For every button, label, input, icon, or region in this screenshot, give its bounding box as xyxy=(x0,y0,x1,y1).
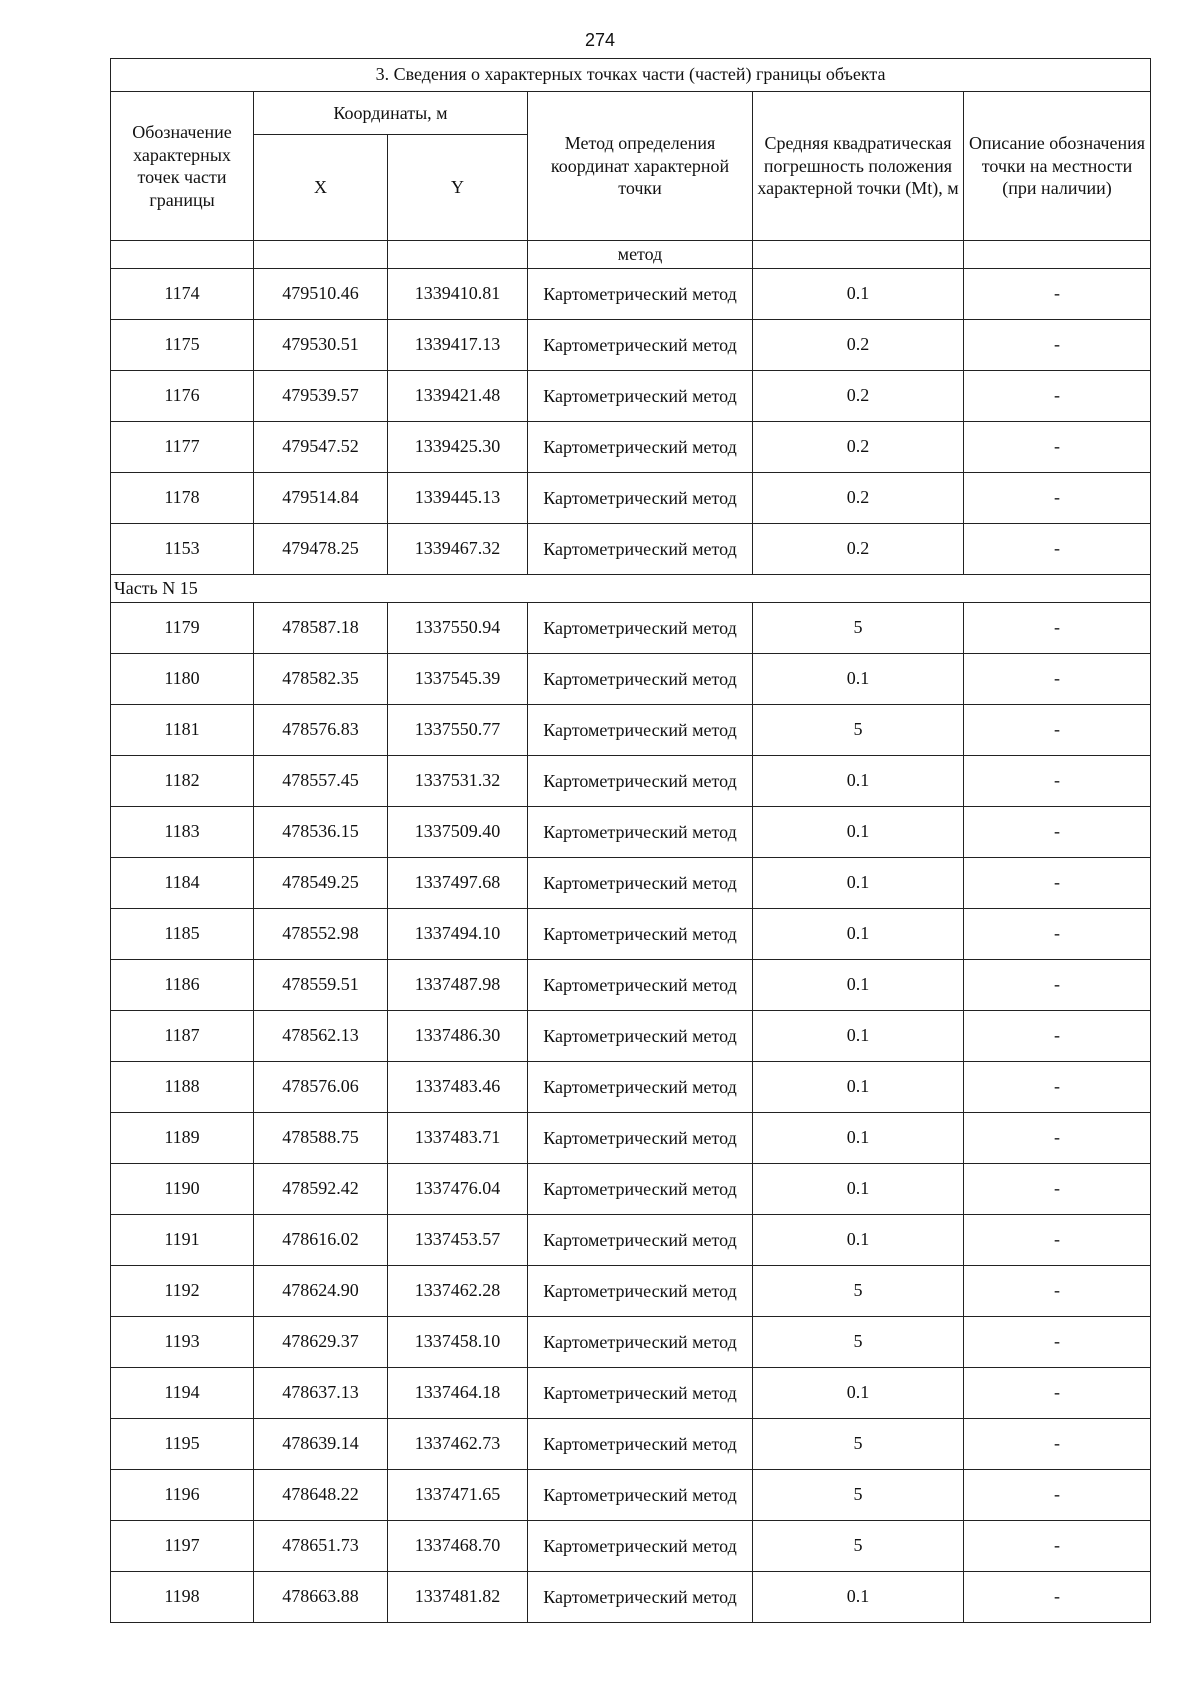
cell-point: 1174 xyxy=(111,269,254,320)
table-row xyxy=(111,1470,1151,1521)
cell-error: 5 xyxy=(753,1470,964,1521)
cell-method: Картометрический метод xyxy=(528,422,753,473)
cell-x: 478637.13 xyxy=(254,1368,388,1419)
cell-description: - xyxy=(964,1266,1151,1317)
cell-point: 1194 xyxy=(111,1368,254,1419)
cell-y: 1337483.71 xyxy=(388,1113,528,1164)
cell-description: - xyxy=(964,1011,1151,1062)
cell-method: Картометрический метод xyxy=(528,320,753,371)
cell-x: 478582.35 xyxy=(254,654,388,705)
cell-point: 1188 xyxy=(111,1062,254,1113)
cell-point: 1184 xyxy=(111,858,254,909)
cell-error: 5 xyxy=(753,705,964,756)
table-row xyxy=(111,1521,1151,1572)
cell-point: 1186 xyxy=(111,960,254,1011)
table-row xyxy=(111,807,1151,858)
cell-point: 1182 xyxy=(111,756,254,807)
table-row xyxy=(111,1419,1151,1470)
cell-y: 1337497.68 xyxy=(388,858,528,909)
cell-x: 478592.42 xyxy=(254,1164,388,1215)
cell-y xyxy=(388,241,528,269)
cell-x: 478552.98 xyxy=(254,909,388,960)
table-row xyxy=(111,422,1151,473)
cell-y: 1337481.82 xyxy=(388,1572,528,1623)
cell-y: 1337483.46 xyxy=(388,1062,528,1113)
cell-description: - xyxy=(964,473,1151,524)
cell-x: 478651.73 xyxy=(254,1521,388,1572)
header-mean-error: Средняя квадратическая погрешность положения характерной точки (Mt), м xyxy=(753,92,964,241)
table-row xyxy=(111,756,1151,807)
cell-error: 0.2 xyxy=(753,524,964,575)
cell-description: - xyxy=(964,654,1151,705)
cell-method: Картометрический метод xyxy=(528,858,753,909)
cell-x: 478588.75 xyxy=(254,1113,388,1164)
cell-method: Картометрический метод xyxy=(528,1317,753,1368)
cell-point: 1153 xyxy=(111,524,254,575)
cell-method: Картометрический метод xyxy=(528,603,753,654)
cell-description: - xyxy=(964,603,1151,654)
cell-y: 1337458.10 xyxy=(388,1317,528,1368)
cell-x: 478557.45 xyxy=(254,756,388,807)
cell-description: - xyxy=(964,909,1151,960)
cell-point: 1181 xyxy=(111,705,254,756)
cell-error: 0.1 xyxy=(753,1062,964,1113)
table-row xyxy=(111,1062,1151,1113)
cell-description: - xyxy=(964,524,1151,575)
cell-method: Картометрический метод xyxy=(528,1062,753,1113)
cell-x: 479514.84 xyxy=(254,473,388,524)
table-row xyxy=(111,1572,1151,1623)
cell-method: Картометрический метод xyxy=(528,1266,753,1317)
cell-description: - xyxy=(964,269,1151,320)
cell-description: - xyxy=(964,858,1151,909)
cell-description: - xyxy=(964,320,1151,371)
cell-point: 1198 xyxy=(111,1572,254,1623)
cell-x: 478562.13 xyxy=(254,1011,388,1062)
header-description: Описание обозначения точки на местности (при наличии) xyxy=(964,92,1151,241)
cell-point: 1183 xyxy=(111,807,254,858)
cell-method: метод xyxy=(528,241,753,269)
cell-error: 0.1 xyxy=(753,909,964,960)
continuation-row xyxy=(111,241,1151,269)
table-row xyxy=(111,473,1151,524)
cell-method: Картометрический метод xyxy=(528,807,753,858)
cell-description: - xyxy=(964,1215,1151,1266)
cell-method: Картометрический метод xyxy=(528,1164,753,1215)
cell-point: 1187 xyxy=(111,1011,254,1062)
table-row xyxy=(111,1368,1151,1419)
table-row xyxy=(111,654,1151,705)
cell-description: - xyxy=(964,1572,1151,1623)
cell-method: Картометрический метод xyxy=(528,1521,753,1572)
cell-error: 5 xyxy=(753,1266,964,1317)
cell-y: 1339417.13 xyxy=(388,320,528,371)
cell-error: 5 xyxy=(753,1419,964,1470)
cell-method: Картометрический метод xyxy=(528,705,753,756)
table-row xyxy=(111,1164,1151,1215)
cell-point: 1180 xyxy=(111,654,254,705)
cell-x: 478629.37 xyxy=(254,1317,388,1368)
cell-method: Картометрический метод xyxy=(528,1011,753,1062)
cell-y: 1339445.13 xyxy=(388,473,528,524)
table-row xyxy=(111,1266,1151,1317)
table-title: 3. Сведения о характерных точках части (частей) границы объекта xyxy=(111,59,1151,92)
cell-method: Картометрический метод xyxy=(528,1572,753,1623)
header-point-designation: Обозначение характерных точек части границы xyxy=(111,92,254,241)
cell-y: 1339410.81 xyxy=(388,269,528,320)
cell-y: 1339467.32 xyxy=(388,524,528,575)
cell-description: - xyxy=(964,1317,1151,1368)
cell-y: 1337545.39 xyxy=(388,654,528,705)
cell-error: 0.1 xyxy=(753,269,964,320)
cell-point: 1175 xyxy=(111,320,254,371)
header-x: X xyxy=(254,135,388,241)
cell-description: - xyxy=(964,960,1151,1011)
cell-method: Картометрический метод xyxy=(528,960,753,1011)
cell-method: Картометрический метод xyxy=(528,473,753,524)
cell-description: - xyxy=(964,807,1151,858)
cell-x: 479539.57 xyxy=(254,371,388,422)
cell-error: 0.2 xyxy=(753,371,964,422)
table-row xyxy=(111,371,1151,422)
cell-point: 1191 xyxy=(111,1215,254,1266)
cell-point: 1179 xyxy=(111,603,254,654)
cell-y: 1337462.28 xyxy=(388,1266,528,1317)
cell-error: 0.1 xyxy=(753,1215,964,1266)
cell-error: 0.1 xyxy=(753,1164,964,1215)
cell-x xyxy=(254,241,388,269)
page-number: 274 xyxy=(584,30,616,50)
cell-description: - xyxy=(964,1164,1151,1215)
part-label: Часть N 15 xyxy=(111,575,1151,603)
cell-error: 5 xyxy=(753,603,964,654)
cell-method: Картометрический метод xyxy=(528,1215,753,1266)
header-y: Y xyxy=(388,135,528,241)
cell-method: Картометрический метод xyxy=(528,909,753,960)
cell-x: 478639.14 xyxy=(254,1419,388,1470)
cell-error: 0.1 xyxy=(753,960,964,1011)
cell-x: 479547.52 xyxy=(254,422,388,473)
cell-description: - xyxy=(964,422,1151,473)
cell-description: - xyxy=(964,1113,1151,1164)
cell-point: 1177 xyxy=(111,422,254,473)
cell-method: Картометрический метод xyxy=(528,1470,753,1521)
cell-point xyxy=(111,241,254,269)
cell-x: 478536.15 xyxy=(254,807,388,858)
table-row xyxy=(111,603,1151,654)
table-body xyxy=(111,241,1151,1623)
table-row xyxy=(111,269,1151,320)
cell-y: 1337550.94 xyxy=(388,603,528,654)
header-coordinates: Координаты, м xyxy=(254,92,528,135)
cell-x: 478549.25 xyxy=(254,858,388,909)
cell-point: 1176 xyxy=(111,371,254,422)
cell-error: 0.1 xyxy=(753,858,964,909)
cell-description: - xyxy=(964,1521,1151,1572)
cell-description: - xyxy=(964,1062,1151,1113)
cell-point: 1185 xyxy=(111,909,254,960)
cell-description: - xyxy=(964,1470,1151,1521)
cell-error: 5 xyxy=(753,1317,964,1368)
cell-method: Картометрический метод xyxy=(528,371,753,422)
cell-y: 1337462.73 xyxy=(388,1419,528,1470)
cell-point: 1195 xyxy=(111,1419,254,1470)
cell-y: 1337476.04 xyxy=(388,1164,528,1215)
cell-y: 1337486.30 xyxy=(388,1011,528,1062)
table-row xyxy=(111,909,1151,960)
cell-error: 0.1 xyxy=(753,1572,964,1623)
cell-point: 1196 xyxy=(111,1470,254,1521)
cell-x: 478576.06 xyxy=(254,1062,388,1113)
table-row xyxy=(111,1011,1151,1062)
cell-method: Картометрический метод xyxy=(528,756,753,807)
cell-y: 1337550.77 xyxy=(388,705,528,756)
cell-point: 1190 xyxy=(111,1164,254,1215)
cell-description: - xyxy=(964,756,1151,807)
cell-x: 478624.90 xyxy=(254,1266,388,1317)
cell-method: Картометрический метод xyxy=(528,269,753,320)
table-row xyxy=(111,1113,1151,1164)
cell-method: Картометрический метод xyxy=(528,524,753,575)
cell-error: 0.1 xyxy=(753,756,964,807)
cell-error: 0.2 xyxy=(753,422,964,473)
cell-y: 1337487.98 xyxy=(388,960,528,1011)
cell-point: 1197 xyxy=(111,1521,254,1572)
table-row xyxy=(111,705,1151,756)
header-method: Метод определения координат характерной точки xyxy=(528,92,753,241)
boundary-points-table xyxy=(110,58,1151,1623)
cell-y: 1337464.18 xyxy=(388,1368,528,1419)
table-row xyxy=(111,1215,1151,1266)
cell-x: 478648.22 xyxy=(254,1470,388,1521)
cell-description: - xyxy=(964,705,1151,756)
table-row xyxy=(111,524,1151,575)
cell-y: 1337531.32 xyxy=(388,756,528,807)
cell-point: 1193 xyxy=(111,1317,254,1368)
cell-error: 0.2 xyxy=(753,320,964,371)
cell-description: - xyxy=(964,1368,1151,1419)
cell-x: 479478.25 xyxy=(254,524,388,575)
cell-error: 0.1 xyxy=(753,1011,964,1062)
cell-method: Картометрический метод xyxy=(528,654,753,705)
cell-y: 1339425.30 xyxy=(388,422,528,473)
cell-description xyxy=(964,241,1151,269)
cell-y: 1337494.10 xyxy=(388,909,528,960)
cell-x: 478587.18 xyxy=(254,603,388,654)
cell-error: 0.1 xyxy=(753,1113,964,1164)
cell-error: 0.1 xyxy=(753,654,964,705)
table-row xyxy=(111,1317,1151,1368)
cell-method: Картометрический метод xyxy=(528,1368,753,1419)
cell-x: 479510.46 xyxy=(254,269,388,320)
cell-x: 478663.88 xyxy=(254,1572,388,1623)
cell-point: 1189 xyxy=(111,1113,254,1164)
cell-y: 1337453.57 xyxy=(388,1215,528,1266)
cell-x: 479530.51 xyxy=(254,320,388,371)
cell-description: - xyxy=(964,1419,1151,1470)
cell-error: 0.1 xyxy=(753,1368,964,1419)
part-heading-row xyxy=(111,575,1151,603)
cell-x: 478616.02 xyxy=(254,1215,388,1266)
cell-x: 478559.51 xyxy=(254,960,388,1011)
cell-point: 1192 xyxy=(111,1266,254,1317)
cell-y: 1337509.40 xyxy=(388,807,528,858)
table-row xyxy=(111,960,1151,1011)
cell-method: Картометрический метод xyxy=(528,1419,753,1470)
cell-error: 5 xyxy=(753,1521,964,1572)
cell-y: 1337471.65 xyxy=(388,1470,528,1521)
cell-error: 0.2 xyxy=(753,473,964,524)
cell-y: 1337468.70 xyxy=(388,1521,528,1572)
cell-method: Картометрический метод xyxy=(528,1113,753,1164)
table-row xyxy=(111,858,1151,909)
cell-y: 1339421.48 xyxy=(388,371,528,422)
cell-error xyxy=(753,241,964,269)
cell-description: - xyxy=(964,371,1151,422)
cell-x: 478576.83 xyxy=(254,705,388,756)
cell-error: 0.1 xyxy=(753,807,964,858)
table-row xyxy=(111,320,1151,371)
cell-point: 1178 xyxy=(111,473,254,524)
